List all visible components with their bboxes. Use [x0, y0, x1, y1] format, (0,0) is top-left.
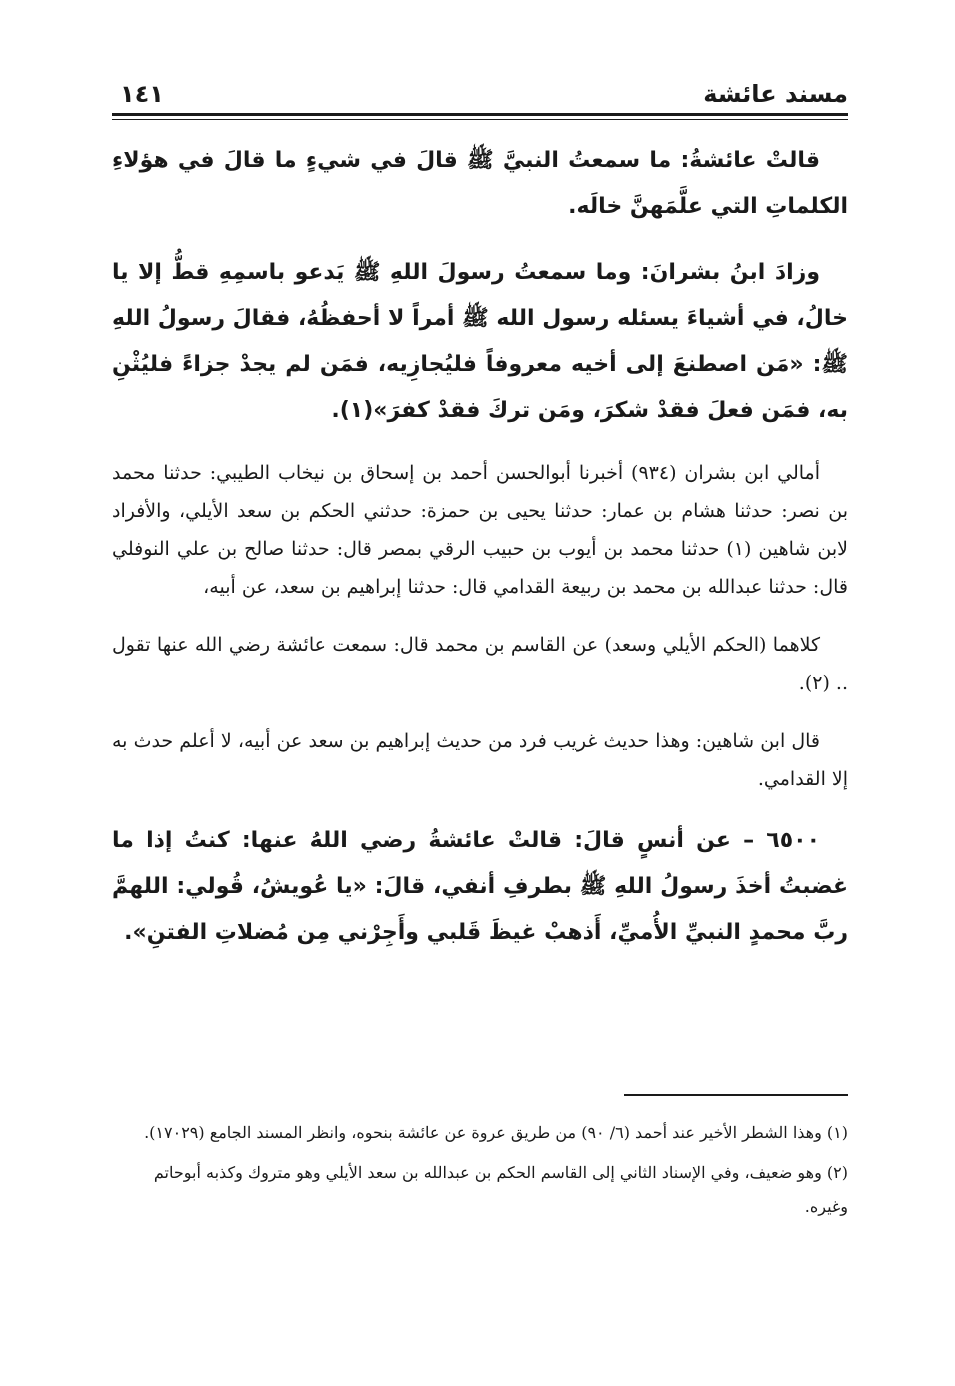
running-title: مسند عائشة [703, 80, 848, 108]
hadith-paragraph: وزادَ ابنُ بشرانَ: وما سمعتُ رسولَ اللهِ ﷺ يَدعو باسمِهِ قطُّ إلا يا خالُ، في أشياءَ يسئله رسول الله ﷺ أمراً لا أحفظُهُ، فقالَ رسولُ اللهِ ﷺ: «مَن اصطنعَ إلى أخيه معروفاً فليُجازِيه، فمَن لم يجدْ جزاءً فليُثْنِ به، فمَن فعلَ فقدْ شكرَ، ومَن تركَ فقدْ كفرَ»(١). [112, 260, 848, 423]
comment-paragraph: قال ابن شاهين: وهذا حديث غريب فرد من حديث إبراهيم بن سعد عن أبيه، لا أعلم حدث به إلا القدامي. [112, 730, 848, 790]
footnotes [112, 1116, 848, 1230]
page-number: ١٤١ [120, 80, 164, 108]
header-rule-thick [112, 113, 848, 116]
isnad-paragraph: أمالي ابن بشران (٩٣٤) أخبرنا أبوالحسن أحمد بن إسحاق بن نيخاب الطيبي: حدثنا محمد بن نصر: حدثنا هشام بن عمار: حدثنا يحيى بن حمزة: حدثني الحكم بن سعد الأيلي، والأفراد لابن شاهين (١) حدثنا محمد بن أيوب بن حبيب الرقي بمصر قال: حدثنا صالح بن علي النوفلي قال: حدثنا عبدالله بن محمد بن ربيعة القدامي قال: حدثنا إبراهيم بن سعد، عن أبيه، [112, 462, 848, 598]
page-header [112, 80, 848, 112]
hadith-paragraph: قالتْ عائشةُ: ما سمعتُ النبيَّ ﷺ قالَ في شيءٍ ما قالَ في هؤلاءِ الكلماتِ التي علَّمَهنَّ خالَه. [112, 148, 848, 219]
footnote: (١) وهذا الشطر الأخير عند أحمد (٦/ ٩٠) من طريق عروة عن عائشة بنحوه، وانظر المسند الجامع (١٧٠٢٩). [144, 1123, 848, 1142]
footnote-separator [624, 1094, 848, 1096]
main-text [112, 138, 848, 956]
footnote: (٢) وهو ضعيف، وفي الإسناد الثاني إلى القاسم الحكم بن عبدالله بن سعد الأيلي وهو متروك وكذبه أبوحاتم وغيره. [153, 1163, 848, 1216]
isnad-paragraph: كلاهما (الحكم الأيلي وسعد) عن القاسم بن محمد قال: سمعت عائشة رضي الله عنها تقول .. (٢). [112, 634, 848, 694]
hadith-paragraph: ٦٥٠٠ – عن أنسٍ قالَ: قالتْ عائشةُ رضي اللهُ عنها: كنتُ إذا ما غضبتُ أخذَ رسولُ اللهِ ﷺ بطرفِ أنفي، قالَ: «يا عُويشُ، قُولي: اللهمَّ ربَّ محمدٍ النبيِّ الأُميِّ، أَذهبْ غيظَ قَلبي وأَجِرْني مِن مُضلاتِ الفتنِ». [112, 828, 848, 945]
header-rule-thin [112, 119, 848, 120]
